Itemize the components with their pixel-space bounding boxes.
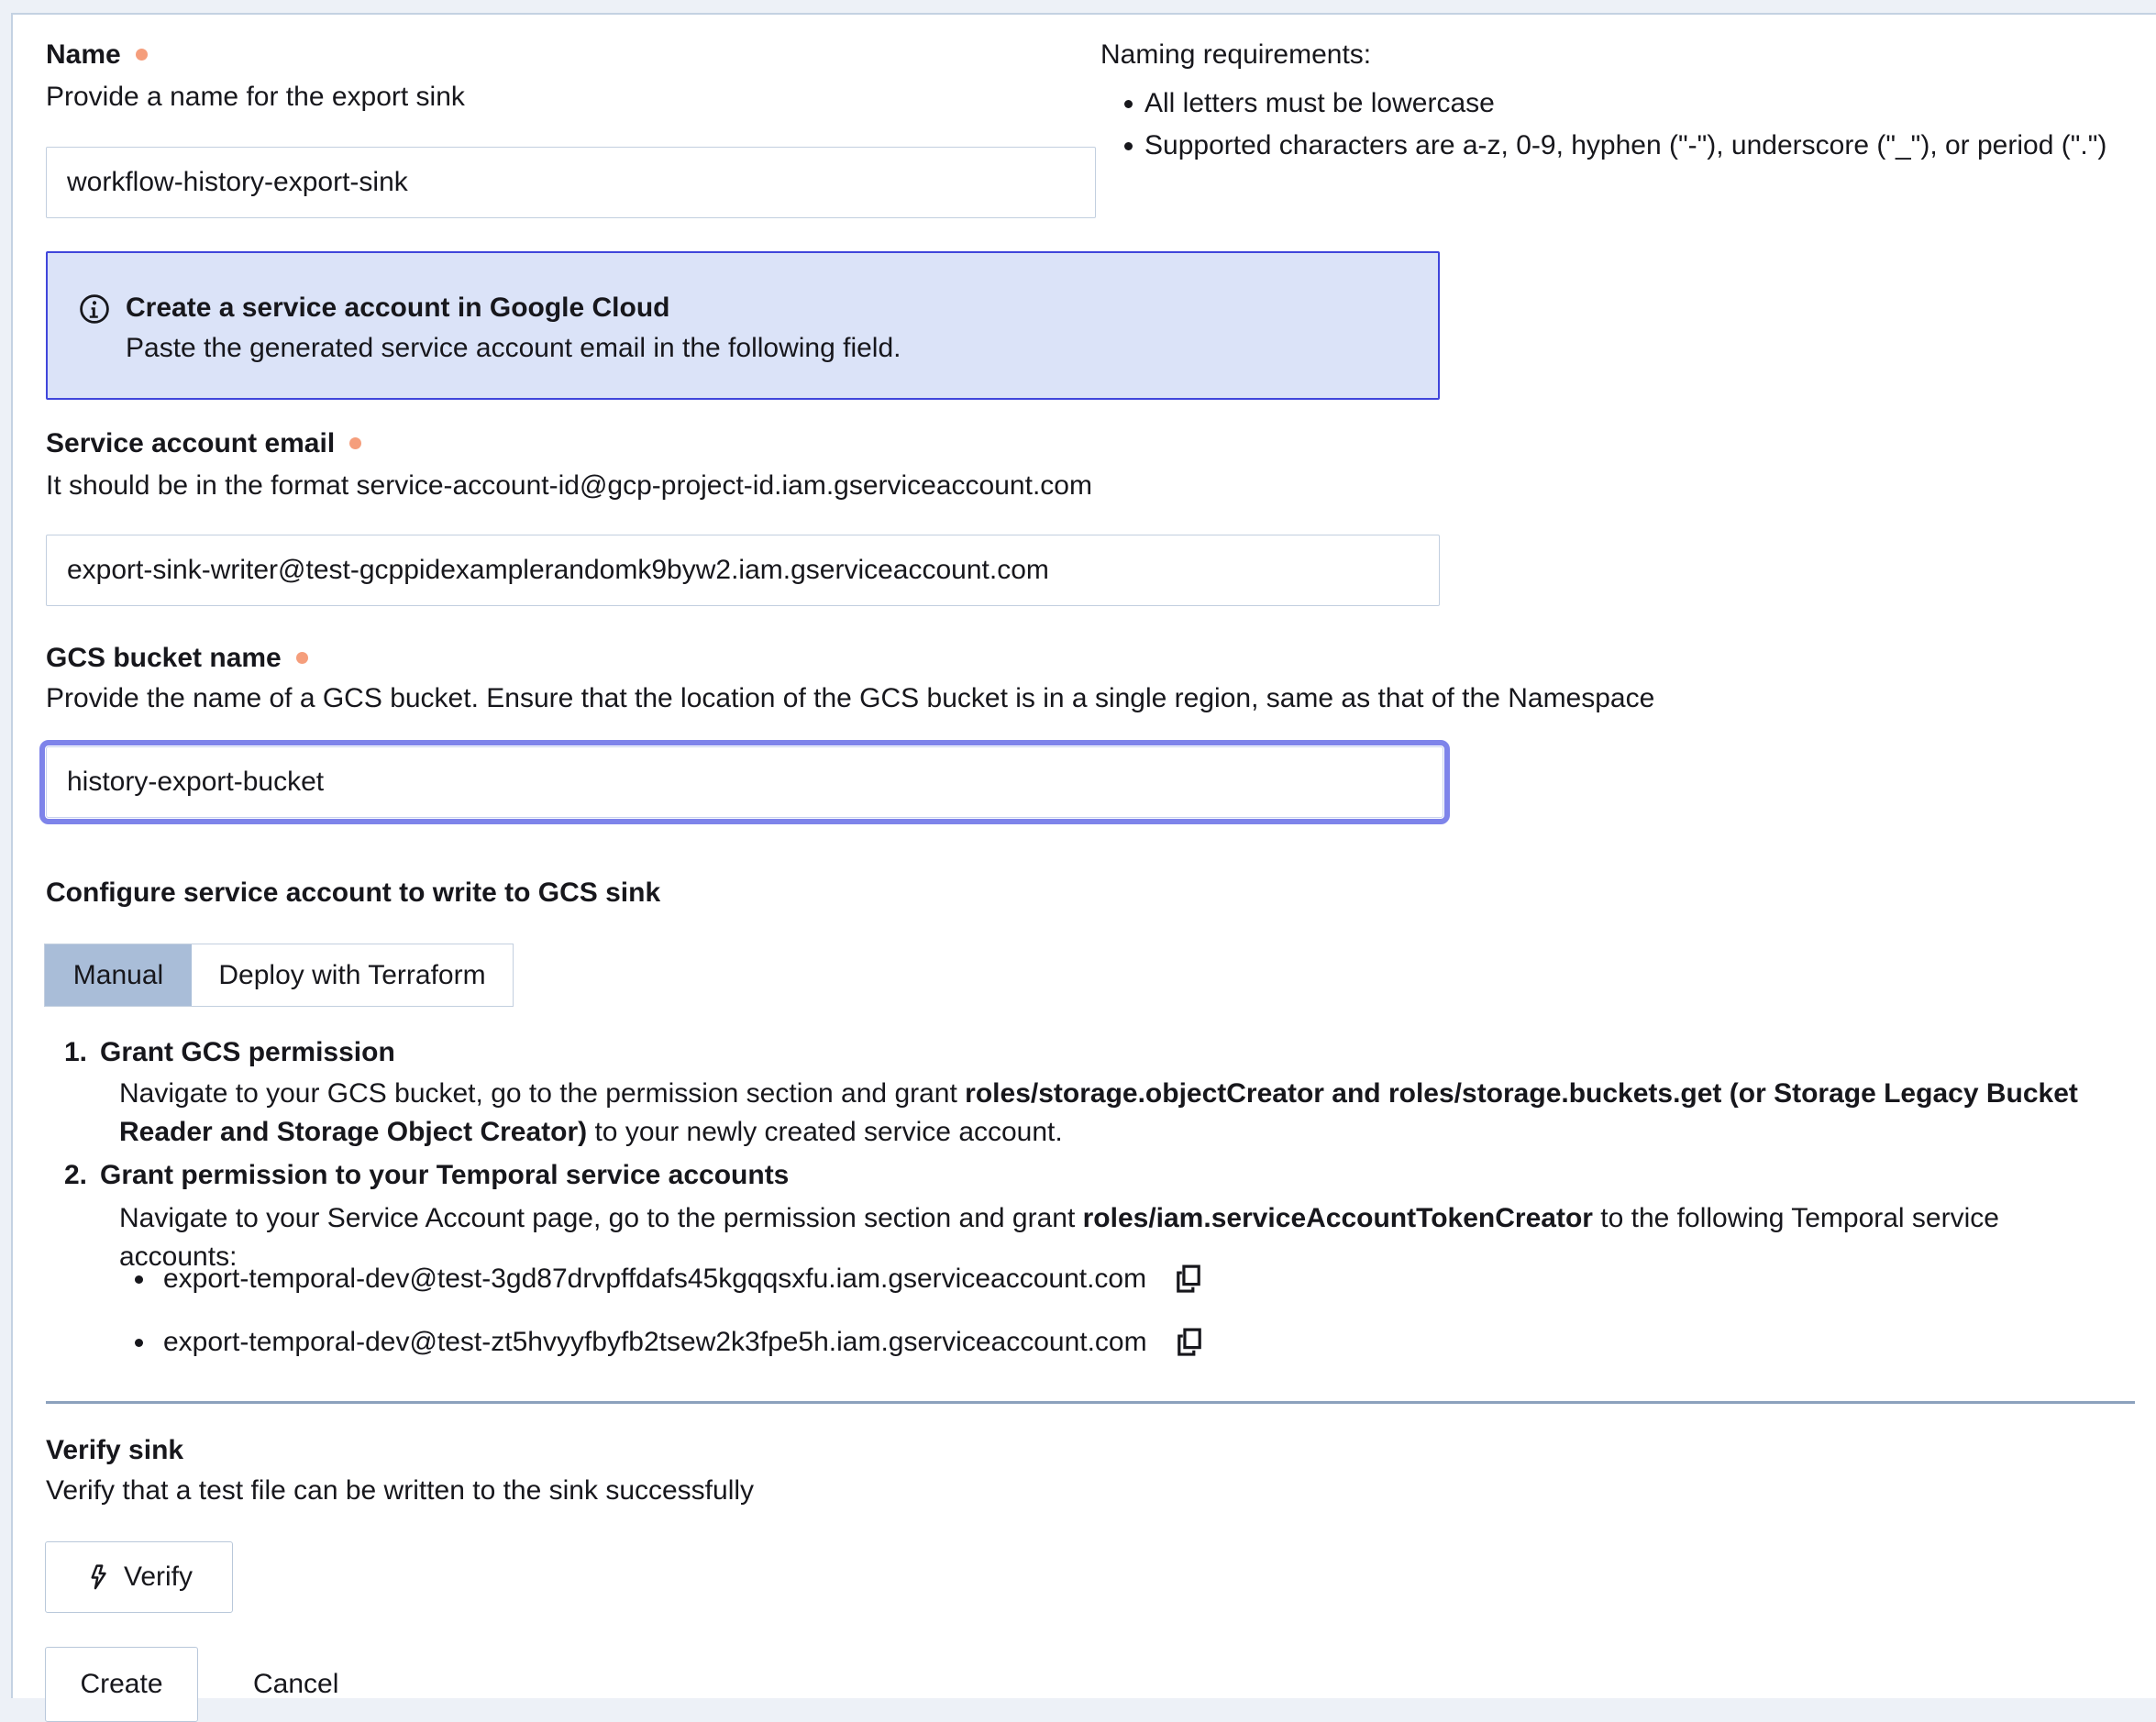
bullet-dot-icon <box>135 1275 143 1284</box>
required-dot-icon <box>136 49 148 61</box>
cancel-button[interactable] <box>248 1647 344 1722</box>
step-2-title: Grant permission to your Temporal service accounts <box>100 1160 790 1190</box>
step-1-body-roles: roles/storage.objectCreator and roles/storage.buckets.get (or Storage Legacy Bucket Reader and Storage Object Creator) <box>119 1078 2078 1147</box>
temporal-account-email: export-temporal-dev@test-zt5hvyyfbyfb2tsew2k3fpe5h.iam.gserviceaccount.com <box>163 1327 1147 1357</box>
copy-icon[interactable] <box>1175 1326 1204 1359</box>
service-account-label: Service account email <box>46 428 336 458</box>
naming-requirements <box>1100 37 2106 167</box>
info-banner-description: Paste the generated service account email in the following field. <box>126 333 901 363</box>
service-account-label-row <box>46 425 361 462</box>
bullet-dot-icon <box>135 1339 143 1347</box>
service-account-description: It should be in the format service-account-id@gcp-project-id.iam.gserviceaccount.com <box>46 470 1092 501</box>
verify-sink-description: Verify that a test file can be written to the sink successfully <box>46 1475 755 1506</box>
info-circle-icon <box>78 293 111 333</box>
bucket-description: Provide the name of a GCS bucket. Ensure that the location of the GCS bucket is in a single region, same as that of the Namespace <box>46 683 1655 713</box>
create-button-label: Create <box>80 1669 163 1699</box>
required-dot-icon <box>296 652 308 664</box>
verify-button[interactable] <box>45 1541 233 1613</box>
step-1-title: Grant GCS permission <box>100 1037 395 1067</box>
step-2-number: 2. <box>64 1160 88 1190</box>
step-2-body-role: roles/iam.serviceAccountTokenCreator <box>1082 1203 1593 1233</box>
configure-section-title: Configure service account to write to GCS sink <box>46 878 661 908</box>
step-1-body-prefix: Navigate to your GCS bucket, go to the permission section and grant <box>119 1078 966 1109</box>
step-1-title-row <box>64 1034 395 1071</box>
step-1-body-suffix: to your newly created service account. <box>587 1117 1063 1147</box>
create-button[interactable] <box>45 1647 198 1722</box>
tab-manual-label: Manual <box>72 959 164 990</box>
temporal-account-email: export-temporal-dev@test-3gd87drvpffdafs45kgqqsxfu.iam.gserviceaccount.com <box>163 1264 1147 1294</box>
verify-sink-title: Verify sink <box>46 1435 184 1465</box>
naming-requirements-list <box>1100 83 2106 167</box>
naming-requirement-item: All letters must be lowercase <box>1124 83 2106 125</box>
step-1-body <box>119 1075 2100 1152</box>
name-field-description: Provide a name for the export sink <box>46 82 465 112</box>
bucket-label-row <box>46 640 308 677</box>
info-banner-title: Create a service account in Google Cloud <box>126 293 670 323</box>
step-2-title-row <box>64 1157 789 1194</box>
lightning-icon <box>85 1562 111 1592</box>
tab-deploy-label: Deploy with Terraform <box>218 959 486 990</box>
name-input[interactable] <box>46 147 1096 218</box>
name-field-label: Name <box>46 39 121 70</box>
temporal-account-row <box>135 1259 1203 1299</box>
verify-button-label: Verify <box>123 1562 193 1592</box>
step-2-body-prefix: Navigate to your Service Account page, go to the permission section and grant <box>119 1203 1083 1233</box>
name-field-label-row <box>46 37 148 73</box>
section-divider <box>46 1401 2135 1404</box>
tab-deploy-with-terraform[interactable] <box>192 944 513 1006</box>
copy-icon[interactable] <box>1174 1263 1203 1296</box>
service-account-info-banner <box>46 251 1440 400</box>
required-dot-icon <box>349 437 361 449</box>
temporal-account-row <box>135 1322 1204 1363</box>
naming-requirement-item: Supported characters are a-z, 0-9, hyphen ("-"), underscore ("_"), or period (".") <box>1124 125 2106 167</box>
configure-tab-group <box>44 944 514 1007</box>
cancel-button-label: Cancel <box>253 1669 339 1699</box>
step-2-body-suffix: to the following Temporal service accounts: <box>119 1203 1999 1272</box>
service-account-email-input[interactable] <box>46 535 1440 606</box>
bucket-label: GCS bucket name <box>46 643 282 673</box>
bucket-name-input[interactable] <box>46 746 1443 818</box>
naming-requirements-title: Naming requirements: <box>1100 39 1372 70</box>
step-1-number: 1. <box>64 1037 88 1067</box>
tab-manual[interactable] <box>45 944 192 1006</box>
